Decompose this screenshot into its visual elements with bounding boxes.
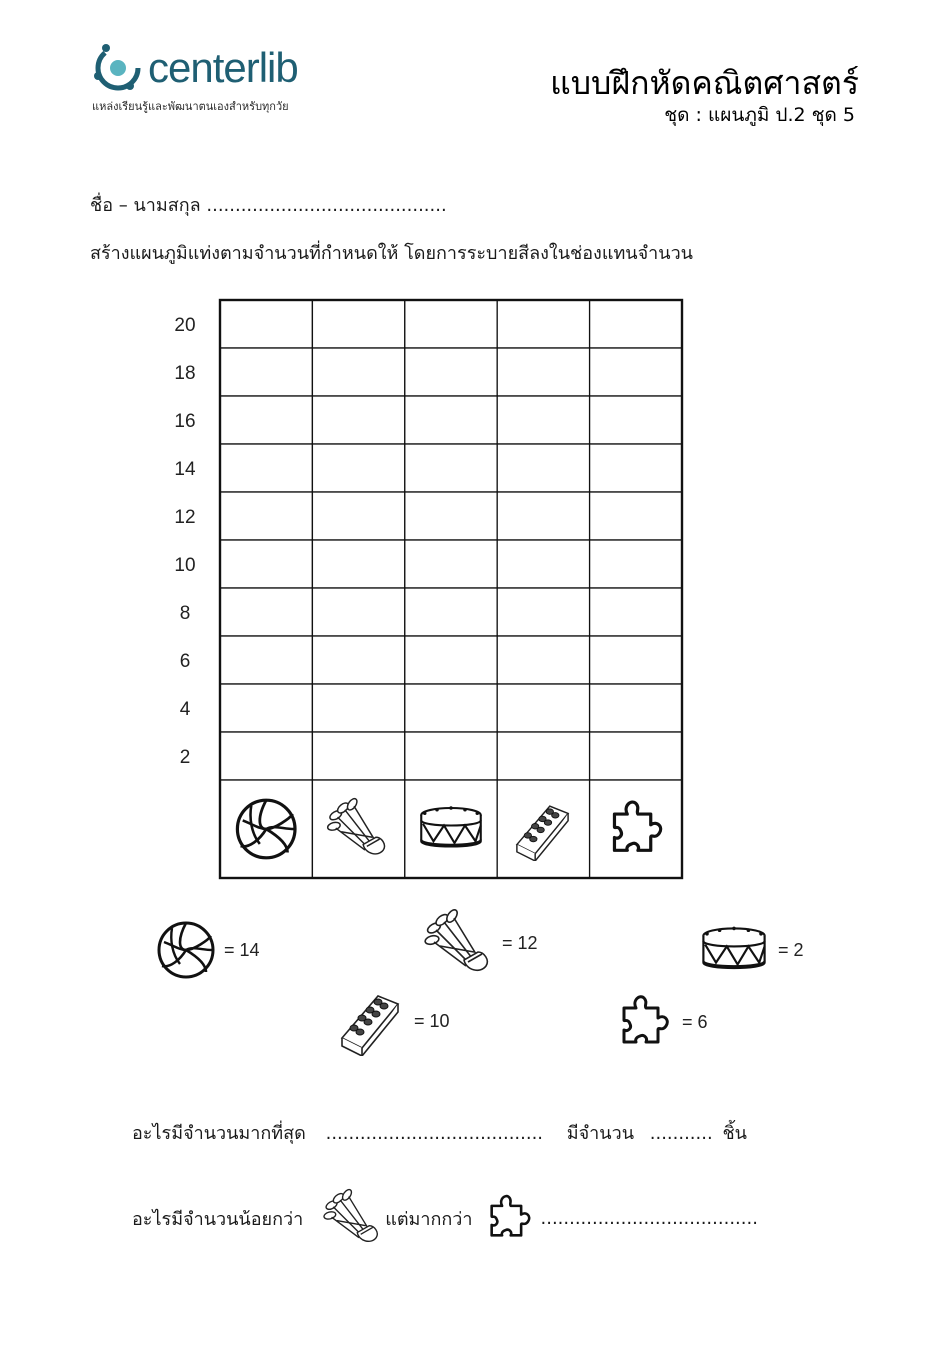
puzzle-icon	[483, 1192, 535, 1244]
grid-cell[interactable]	[405, 684, 497, 732]
grid-cell[interactable]	[497, 732, 589, 780]
grid-cell[interactable]	[497, 540, 589, 588]
grid-cell[interactable]	[405, 540, 497, 588]
grid-cell[interactable]	[590, 588, 682, 636]
y-tick-label: 16	[174, 411, 196, 432]
grid-cell[interactable]	[312, 348, 404, 396]
brand-name: centerlib	[148, 44, 298, 91]
grid-cell[interactable]	[590, 348, 682, 396]
grid-cell[interactable]	[312, 300, 404, 348]
y-tick-label: 6	[179, 651, 191, 672]
drum-icon	[698, 922, 770, 978]
grid-cell[interactable]	[220, 444, 312, 492]
y-tick-label: 4	[179, 699, 191, 720]
puzzle-icon	[614, 992, 674, 1052]
grid-cell[interactable]	[497, 396, 589, 444]
y-tick-label: 2	[179, 747, 191, 768]
y-tick-label: 18	[174, 363, 196, 384]
brand-tagline: แหล่งเรียนรู้และพัฒนาตนเองสำหรับทุกวัย	[92, 100, 289, 113]
legend-shuttlecock-value: = 12	[502, 932, 538, 953]
grid-cell[interactable]	[497, 588, 589, 636]
question-2-prefix: อะไรมีจำนวนน้อยกว่า	[132, 1208, 304, 1230]
grid-cell[interactable]	[497, 492, 589, 540]
grid-cell[interactable]	[220, 348, 312, 396]
y-tick-label: 12	[174, 507, 196, 528]
legend-drum-value: = 2	[778, 939, 804, 960]
grid-cell[interactable]	[405, 348, 497, 396]
grid-cell[interactable]	[405, 444, 497, 492]
y-tick-label: 8	[179, 603, 191, 624]
grid-cell[interactable]	[497, 348, 589, 396]
grid-cell[interactable]	[220, 636, 312, 684]
grid-cell[interactable]	[405, 396, 497, 444]
grid-cell[interactable]	[220, 684, 312, 732]
question-1-prefix: อะไรมีจำนวนมากที่สุด	[132, 1123, 306, 1144]
y-tick-label: 14	[174, 459, 196, 480]
grid-cell[interactable]	[312, 444, 404, 492]
grid-cell[interactable]	[590, 540, 682, 588]
grid-cell[interactable]	[405, 636, 497, 684]
grid-cell[interactable]	[312, 540, 404, 588]
grid-cell[interactable]	[220, 732, 312, 780]
grid-cell[interactable]	[590, 444, 682, 492]
grid-cell[interactable]	[497, 636, 589, 684]
legend-volleyball	[156, 920, 260, 980]
grid-cell[interactable]	[590, 732, 682, 780]
grid-cell[interactable]	[497, 300, 589, 348]
question-1-answer-blank[interactable]: ......................................	[325, 1123, 544, 1144]
legend-brick	[336, 986, 450, 1056]
grid-cell[interactable]	[312, 636, 404, 684]
volleyball-icon	[156, 920, 216, 980]
legend-brick-value: = 10	[414, 1010, 450, 1031]
brick-icon	[336, 986, 406, 1056]
question-1-count-blank[interactable]: ...........	[649, 1123, 713, 1144]
volleyball-icon	[237, 800, 295, 858]
grid-cell[interactable]	[590, 396, 682, 444]
grid-cell[interactable]	[312, 492, 404, 540]
grid-cell[interactable]	[590, 492, 682, 540]
y-tick-label: 10	[174, 555, 196, 576]
grid-cell[interactable]	[405, 300, 497, 348]
grid-cell[interactable]	[405, 732, 497, 780]
grid-cell[interactable]	[312, 732, 404, 780]
question-1-unit: ชิ้น	[722, 1123, 747, 1144]
grid-cell[interactable]	[497, 684, 589, 732]
drum-icon	[421, 806, 481, 846]
shuttlecock-icon	[424, 908, 494, 978]
grid-cell[interactable]	[590, 684, 682, 732]
instruction-text: สร้างแผนภูมิแท่งตามจำนวนที่กำหนดให้ โดยการระบายสีลงในช่องแทนจำนวน	[90, 243, 693, 264]
question-2-answer-blank[interactable]: ......................................	[540, 1207, 758, 1229]
name-field-line: ชื่อ – นามสกุล ..........................................	[90, 195, 447, 216]
y-tick-label: 20	[174, 315, 196, 336]
grid-cell[interactable]	[590, 300, 682, 348]
grid-cell[interactable]	[405, 492, 497, 540]
worksheet-title: แบบฝึกหัดคณิตศาสตร์	[550, 64, 859, 102]
category-cell	[312, 780, 404, 878]
legend-volleyball-value: = 14	[224, 939, 260, 960]
question-1-count-label: มีจำนวน	[566, 1123, 635, 1144]
grid-cell[interactable]	[312, 396, 404, 444]
grid-cell[interactable]	[312, 588, 404, 636]
worksheet-subtitle: ชุด : แผนภูมิ ป.2 ชุด 5	[664, 104, 855, 126]
grid-cell[interactable]	[220, 588, 312, 636]
shuttlecock-icon	[323, 1188, 383, 1248]
grid-cell[interactable]	[405, 588, 497, 636]
grid-cell[interactable]	[312, 684, 404, 732]
bar-chart-grid	[150, 296, 690, 886]
legend-shuttlecock	[424, 908, 538, 978]
grid-cell[interactable]	[220, 492, 312, 540]
question-1	[132, 1118, 747, 1147]
grid-cell[interactable]	[220, 540, 312, 588]
legend-drum	[698, 922, 804, 978]
legend-puzzle-value: = 6	[682, 1011, 708, 1032]
grid-cell[interactable]	[220, 300, 312, 348]
grid-cell[interactable]	[590, 636, 682, 684]
grid-cell[interactable]	[497, 444, 589, 492]
logo-mark-icon	[94, 44, 138, 90]
legend-puzzle	[614, 992, 708, 1052]
question-2-middle: แต่มากกว่า	[385, 1208, 473, 1230]
grid-cell[interactable]	[220, 396, 312, 444]
question-2	[132, 1188, 758, 1248]
